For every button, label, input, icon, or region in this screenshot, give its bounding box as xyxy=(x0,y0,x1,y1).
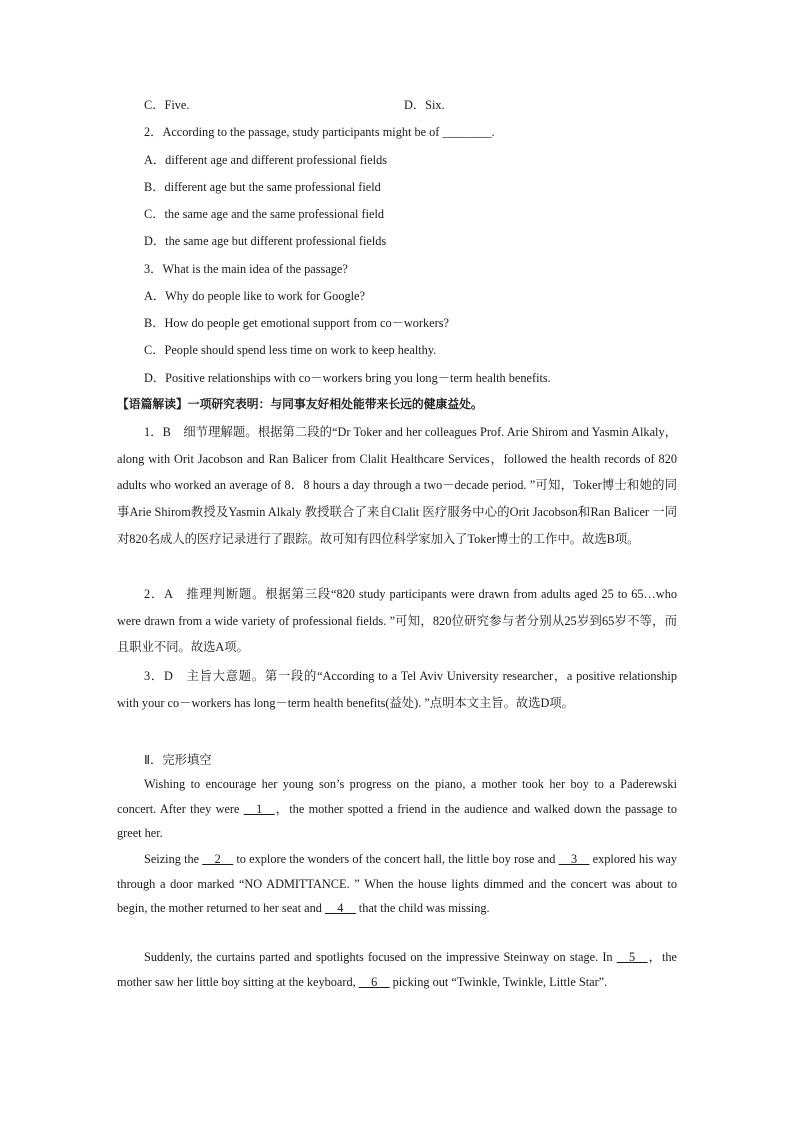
cloze-paragraph-1 xyxy=(117,772,677,846)
question-3-option-c: C．People should spend less time on work to keep healthy. xyxy=(144,343,437,357)
question-2-stem-end: . xyxy=(491,125,495,139)
cloze-p2-text-4: that the child was missing. xyxy=(355,901,490,915)
cloze-blank-1: __1__ xyxy=(243,801,275,816)
cloze-p1-text-2: ，the mother spotted a friend in the audience and walked down the passage to greet her. xyxy=(117,801,677,840)
cloze-p3-text-2: ，the mother saw her little boy sitting at the keyboard, xyxy=(117,950,677,989)
answer-2-explanation: 2．A 推理判断题。根据第三段“820 study participants were drawn from adults aged 25 to 65…who were drawn from a wide variety of professional fields. ”可知，820位研究参与者分别从25岁到65岁不等，而且职业不同。故选A项。 xyxy=(117,587,677,655)
cloze-paragraph-2 xyxy=(117,847,677,921)
question-2-option-b: B．different age but the same professional field xyxy=(144,180,381,194)
question-2-option-a: A．different age and different professional fields xyxy=(144,153,388,167)
cloze-p1-text-1: Wishing to encourage her young son’s progress on the piano, a mother took her boy to a Paderewski concert. After they were xyxy=(117,777,677,816)
cloze-paragraph-3 xyxy=(117,945,677,994)
question-2-stem-text: 2．According to the passage, study participants might be of xyxy=(144,125,443,139)
cloze-p3-text-1: Suddenly, the curtains parted and spotlights focused on the impressive Steinway on stage. In xyxy=(144,950,617,964)
cloze-p2-text-3: explored his way through a door marked “NO ADMITTANCE. ” When the house lights dimmed and the concert was about to begin, the mother returned to her seat and xyxy=(117,852,677,915)
question-2-blank: ________ xyxy=(442,125,492,139)
question-2-stem xyxy=(144,124,495,140)
cloze-blank-5: __5__ xyxy=(616,950,648,964)
cloze-blank-6: __6__ xyxy=(358,974,390,989)
question-3-option-d: D．Positive relationships with co－workers bring you long－term health benefits. xyxy=(144,371,551,385)
question-3-option-b: B．How do people get emotional support from co－workers? xyxy=(144,316,449,330)
question-2-option-c: C．the same age and the same professional field xyxy=(144,207,385,221)
analysis-heading: 【语篇解读】一项研究表明：与同事友好相处能带来长远的健康益处。 xyxy=(117,397,483,411)
answer-1-explanation: 1．B 细节理解题。根据第二段的“Dr Toker and her colleagues Prof. Arie Shirom and Yasmin Alkaly，along with Orit Jacobson and Ran Balicer from Clalit Healthcare Services，followed the health records of 820 adults who worked an average of 8．8 hours a day through a two－decade period. ”可知，Toker博士和她的同事Arie Shirom教授及Yasmin Alkaly 教授联合了来自Clalit 医疗服务中心的Orit Jacobson和Ran Balicer 一同对820名成人的医疗记录进行了跟踪。故可知有四位科学家加入了Toker博士的工作中。故选B项。 xyxy=(117,425,677,546)
question-2-option-d: D．the same age but different professional fields xyxy=(144,234,387,248)
cloze-p3-text-3: picking out “Twinkle, Twinkle, Little Star”. xyxy=(389,974,608,989)
cloze-blank-4: __4__ xyxy=(324,901,356,915)
question-3-option-a: A．Why do people like to work for Google? xyxy=(144,289,365,303)
section-2-title: Ⅱ．完形填空 xyxy=(144,753,212,767)
option-c-five: C．Five. xyxy=(144,98,190,112)
cloze-p2-text-1: Seizing the xyxy=(144,852,203,866)
cloze-p2-text-2: to explore the wonders of the concert hall, the little boy rose and xyxy=(233,852,559,866)
cloze-blank-3: __3__ xyxy=(558,852,590,866)
cloze-blank-2: __2__ xyxy=(202,852,234,866)
option-d-six: D．Six. xyxy=(404,98,445,112)
answer-3-explanation: 3．D 主旨大意题。第一段的“According to a Tel Aviv University researcher，a positive relationship with your co－workers has long－term health benefits(益处). ”点明本文主旨。故选D项。 xyxy=(117,669,677,710)
question-3-stem: 3．What is the main idea of the passage? xyxy=(144,262,348,276)
